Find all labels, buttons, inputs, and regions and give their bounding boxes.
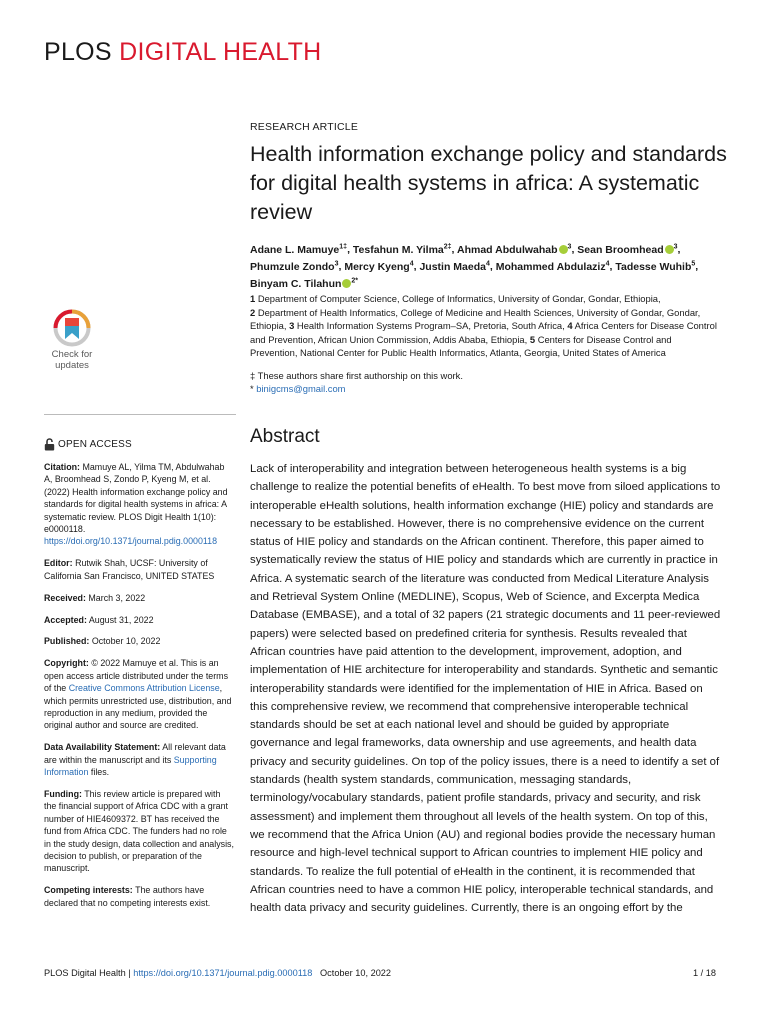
citation-doi-link[interactable]: https://doi.org/10.1371/journal.pdig.0000118 — [44, 536, 218, 547]
author[interactable] — [250, 244, 347, 256]
article-type: RESEARCH ARTICLE — [250, 121, 359, 133]
author-notes — [250, 370, 720, 395]
journal-brand — [44, 38, 322, 67]
received-label: Received: — [44, 592, 86, 603]
received-block — [44, 592, 234, 604]
author-affiliation-mark: 3 — [673, 243, 678, 250]
badge-line-2: updates — [55, 359, 89, 371]
data-availability-label: Data Availability Statement: — [44, 742, 161, 753]
author-list: Adane L. Mamuye$^{1\ddagger}$, Tesfahun M. Yilma$^{2\ddagger}$, Ahmad Abdulwahab $^3$, Sean Broomhead $^3$, Phumzule Zondo$^3$, Mercy Kyeng$^4$, Justin Maeda$^4$, Mohammed Abdulaziz$^4$, Tadesse Wuhib$^5$, Binyam C. Tilahun $^{2*}$ — [250, 243, 699, 290]
footer-date: October 10, 2022 — [320, 968, 392, 978]
author-affiliation-mark: 4 — [409, 260, 414, 267]
author[interactable] — [353, 244, 452, 256]
competing-interests-text: The authors have declared that no competing interests exist. — [44, 885, 211, 908]
editor-text: Rutwik Shah, UCSF: University of California San Francisco, UNITED STATES — [44, 558, 215, 581]
published-block — [44, 635, 234, 647]
author-name: Ahmad Abdulwahab — [457, 243, 558, 256]
author-affiliation-mark: 5 — [691, 260, 696, 267]
equal-contribution-note: ‡ These authors share first authorship on this work. — [250, 370, 463, 381]
funding-block — [44, 788, 234, 875]
funding-label: Funding: — [44, 789, 82, 800]
author-name: Adane L. Mamuye — [250, 243, 340, 256]
published-date: October 10, 2022 — [91, 636, 161, 647]
affiliation-text: Health Information Systems Program–SA, Pretoria, South Africa, — [296, 320, 565, 332]
received-date: March 3, 2022 — [88, 592, 146, 603]
author-name: Mohammed Abdulaziz — [495, 260, 606, 273]
author-affiliation-mark: 4 — [485, 260, 490, 267]
author-affiliation-mark: 1‡ — [339, 243, 348, 250]
copyright-label: Copyright: — [44, 658, 89, 669]
author-name: Mercy Kyeng — [344, 260, 410, 273]
author-name: Binyam C. Tilahun — [250, 277, 342, 290]
affiliation-text: Department of Computer Science, College of Informatics, University of Gondar, Gondar, Ethiopia, — [257, 293, 661, 304]
affiliation-text: Africa Centers for Disease Control and Prevention, African Union Commission, Addis Ababa, Ethiopia, — [250, 320, 717, 345]
author[interactable] — [250, 261, 338, 273]
author-affiliation-mark: 2‡ — [443, 243, 452, 250]
badge-text — [44, 350, 100, 371]
author[interactable] — [496, 261, 610, 273]
open-access-label — [44, 438, 132, 451]
license-link[interactable]: Creative Commons Attribution License — [68, 683, 220, 694]
author-affiliation-mark: 3 — [334, 260, 339, 267]
footer-doi-link[interactable]: https://doi.org/10.1371/journal.pdig.0000118 — [133, 968, 313, 978]
footer-journal: PLOS Digital Health — [44, 968, 126, 978]
badge-line-1: Check for — [51, 349, 93, 360]
brand-journal-name: DIGITAL HEALTH — [119, 38, 322, 66]
affiliation-number: 2 — [250, 306, 256, 318]
competing-interests-block — [44, 884, 234, 909]
data-availability-text-1: All relevant data are within the manuscript and its — [44, 742, 226, 765]
author-name: Phumzule Zondo — [250, 260, 335, 273]
published-label: Published: — [44, 636, 90, 647]
author-name: Tesfahun M. Yilma — [352, 243, 444, 256]
abstract-heading: Abstract — [250, 426, 320, 447]
check-for-updates-badge[interactable] — [44, 306, 100, 378]
author-affiliation-mark: 4 — [605, 260, 610, 267]
editor-label: Editor: — [44, 558, 73, 569]
email-mark: * — [250, 382, 254, 394]
citation-text: Mamuye AL, Yilma TM, Abdulwahab A, Broomhead S, Zondo P, Kyeng M, et al. (2022) Health information exchange policy and standards for digital health systems in africa: A systematic review. PLOS Digit Health 1(10): e0000118. — [44, 462, 228, 535]
accepted-label: Accepted: — [44, 614, 87, 625]
author-name: Justin Maeda — [419, 260, 486, 273]
supporting-information-link[interactable]: Supporting Information — [44, 754, 217, 778]
corresponding-email-line — [250, 383, 720, 396]
copyright-block — [44, 657, 234, 731]
citation-block — [44, 461, 234, 548]
orcid-icon[interactable] — [665, 245, 674, 254]
footer-separator: | — [128, 968, 131, 978]
affiliation-text: Centers for Disease Control and Prevention, National Center for Public Health Informatics, Atlanta, Georgia, United States of America — [250, 333, 672, 359]
accepted-date: August 31, 2022 — [88, 614, 154, 625]
article-metadata-sidebar — [44, 461, 234, 919]
copyright-text-2: , which permits unrestricted use, distribution, and reproduction in any medium, provided the original author and source are credited. — [44, 683, 232, 731]
crossmark-icon — [53, 309, 91, 347]
affiliation-number: 1 — [250, 293, 256, 304]
citation-label: Citation: — [44, 462, 80, 472]
copyright-text-1: © 2022 Mamuye et al. This is an open access article distributed under the terms of the — [44, 658, 229, 694]
affiliation-number: 3 — [289, 320, 295, 332]
affiliation-number: 4 — [567, 320, 573, 332]
corresponding-email-link[interactable]: binigcms@gmail.com — [256, 382, 346, 394]
article-title: Health information exchange policy and standards for digital health systems in africa: A systematic review — [250, 142, 727, 224]
author[interactable] — [577, 244, 677, 256]
author-name: Sean Broomhead — [577, 243, 664, 256]
affiliation-number: 5 — [529, 333, 536, 345]
affiliations — [250, 292, 720, 360]
author[interactable] — [344, 261, 413, 273]
brand-plos: PLOS — [44, 38, 112, 66]
author[interactable] — [419, 261, 489, 273]
accepted-block — [44, 614, 234, 626]
open-access-text: OPEN ACCESS — [58, 439, 132, 450]
author-affiliation-mark: 2* — [351, 277, 359, 284]
editor-block — [44, 557, 234, 582]
data-availability-text-2: files. — [90, 767, 110, 778]
author[interactable] — [250, 278, 358, 290]
author[interactable] — [615, 261, 695, 273]
page-number: 1 / 18 — [693, 968, 716, 978]
author[interactable] — [457, 244, 571, 256]
sidebar-divider — [44, 414, 236, 415]
page-footer — [44, 968, 391, 978]
open-lock-icon — [44, 438, 55, 451]
data-availability-block — [44, 741, 234, 778]
funding-text: This review article is prepared with the financial support of Africa CDC with a grant number of HIE4609372. BT has received the fund from Africa CDC. The funders had no role in the study design, data collection and analysis, decision to publish, or preparation of the manuscript. — [44, 789, 234, 874]
abstract-body: Lack of interoperability and integration between heterogeneous health systems is a big challenge to realize the potential benefits of eHealth. To best move from siloed applications to interoperable eHealth solutions, health information exchange (HIE) policy and standards are necessary to be established. However, there is no comprehensive evidence on the current status of HIE policy and standards on the African continent. Therefore, this paper aimed to systematically review the status of HIE policy and standards which are currently in practice in Africa. A systematic search of the literature was conducted from Medical Literature Analysis and Retrieval System Online (MEDLINE), Scopus, Web of Science, and Excerpta Medica Database (EMBASE), and a total of 32 papers (21 strategic documents and 11 peer-reviewed papers) were selected based on predefined criteria for synthesis. Results revealed that African countries have paid attention to the development, improvement, adoption, and implementation of HIE architecture for interoperability and standards. Synthetic and semantic interoperability standards were identified for the implementation of HIE in Africa. Based on this comprehensive review, we recommend that comprehensive interoperable technical standards should be set at each national level and should be guided by appropriate governance and legal frameworks, data ownership and use agreements, and health data privacy and security guidelines. On top of the policy issues, there is a need to identify a set of standards (health system standards, communication, messaging standards, terminology/vocabulary standards, patient profile standards, privacy and security, and risk assessment) and implement them throughout all levels of the health system. On top of this, we recommend that the Africa Union (AU) and regional bodies provide the necessary human resource and high-level technical support to African countries to implement HIE policy and standards. To realize the full potential of eHealth in the continent, it is recommended that African countries need to have a common HIE policy, interoperable technical standards, and health data privacy and security guidelines. Currently, there is an ongoing effort by the — [250, 463, 721, 915]
orcid-icon[interactable] — [559, 245, 568, 254]
affiliation-text: Department of Health Informatics, College of Medicine and Health Sciences, University of Gondar, Gondar, Ethiopia, — [250, 306, 701, 332]
competing-interests-label: Competing interests: — [44, 885, 133, 896]
author-affiliation-mark: 3 — [567, 243, 572, 250]
author-name: Tadesse Wuhib — [615, 260, 692, 273]
